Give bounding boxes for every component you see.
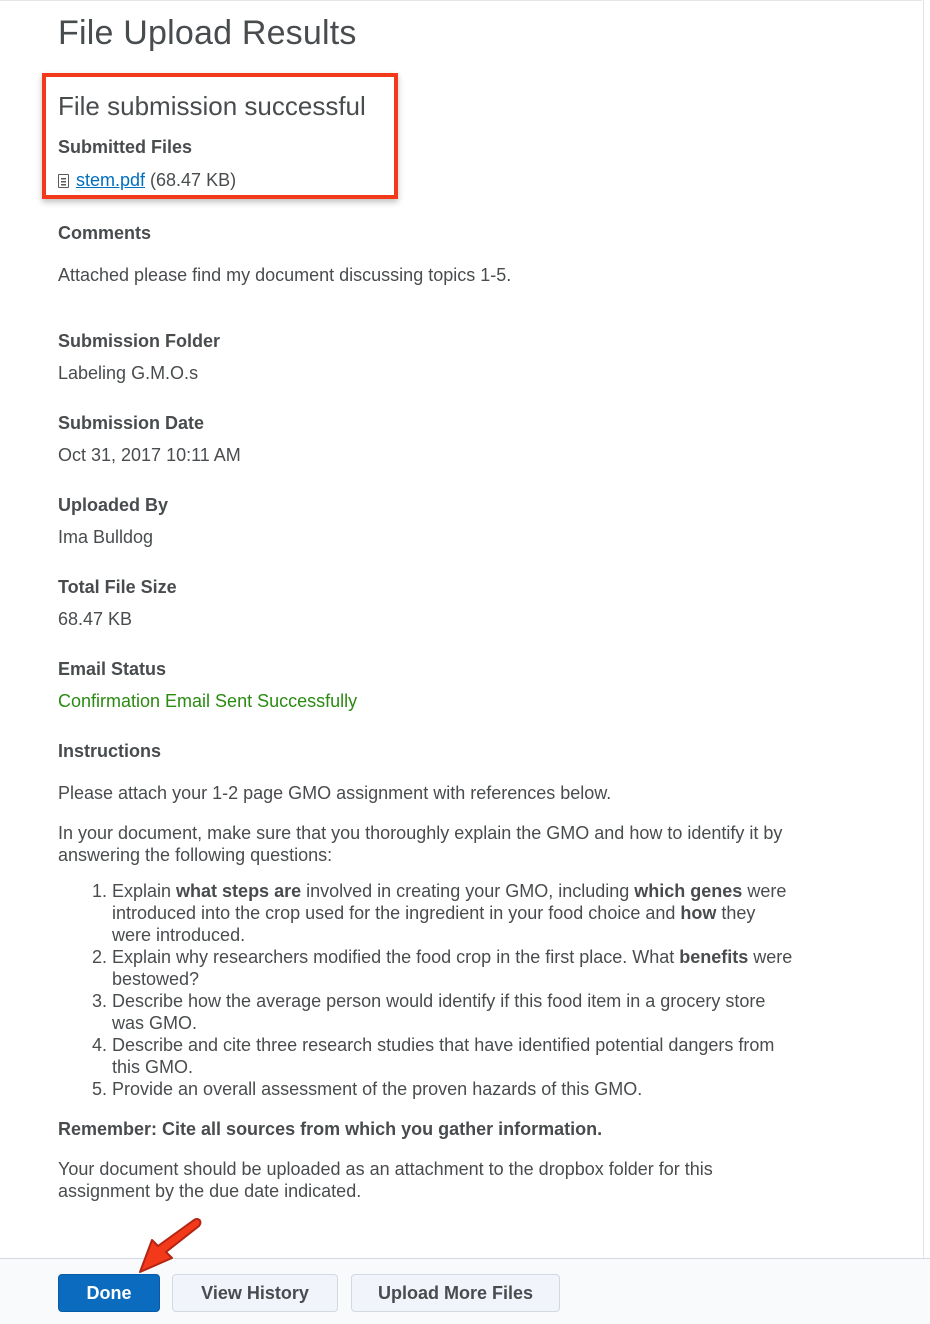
instructions-closing: Your document should be uploaded as an attachment to the dropbox folder for this assignment by the due date indicated.: [58, 1159, 713, 1201]
submitted-file-size: (68.47 KB): [150, 170, 237, 190]
red-arrow-icon: [132, 1212, 208, 1282]
view-history-button[interactable]: View History: [172, 1274, 338, 1312]
document-icon: [58, 174, 69, 188]
instructions-label: Instructions: [58, 741, 162, 761]
total-file-size-label: Total File Size: [58, 577, 177, 597]
list-item: 3. Describe how the average person would identify if this food item in a grocery store was GMO.: [112, 990, 793, 1034]
list-item: 1. Explain what steps are involved in creating your GMO, including which genes were introduced into the crop used for the ingredient in your food choice and how they were introduced.: [112, 880, 793, 946]
list-item: 4. Describe and cite three research studies that have identified potential dangers from this GMO.: [112, 1034, 793, 1078]
comments-label: Comments: [58, 223, 152, 243]
submission-date-value: Oct 31, 2017 10:11 AM: [58, 445, 241, 465]
list-item: 5. Provide an overall assessment of the proven hazards of this GMO.: [112, 1078, 793, 1100]
email-status-value: Confirmation Email Sent Successfully: [58, 691, 358, 711]
right-divider: [923, 0, 924, 1262]
instructions-remember: Remember: Cite all sources from which you gather information.: [58, 1119, 603, 1139]
email-status-label: Email Status: [58, 659, 167, 679]
instructions-body: [58, 782, 793, 1220]
submitted-file-link[interactable]: stem.pdf: [76, 170, 146, 190]
submission-date-label: Submission Date: [58, 413, 205, 433]
submitted-file-item: [58, 170, 236, 191]
submission-success-heading: File submission successful: [58, 91, 366, 121]
submission-folder-value: Labeling G.M.O.s: [58, 363, 199, 383]
instructions-paragraph: In your document, make sure that you thoroughly explain the GMO and how to identify it by answering the following questions:: [58, 823, 783, 865]
comments-value: Attached please find my document discussing topics 1-5.: [58, 265, 512, 285]
done-button[interactable]: Done: [58, 1274, 160, 1312]
uploaded-by-label: Uploaded By: [58, 495, 169, 515]
list-item: 2. Explain why researchers modified the food crop in the first place. What benefits were bestowed?: [112, 946, 793, 990]
instructions-question-list: [58, 880, 793, 1100]
total-file-size-value: 68.47 KB: [58, 609, 133, 629]
submission-folder-label: Submission Folder: [58, 331, 221, 351]
page-title: File Upload Results: [58, 14, 357, 52]
top-divider: [0, 0, 922, 5]
instructions-intro: Please attach your 1-2 page GMO assignment with references below.: [58, 783, 612, 803]
upload-more-files-button[interactable]: Upload More Files: [351, 1274, 560, 1312]
submitted-files-label: Submitted Files: [58, 137, 193, 157]
uploaded-by-value: Ima Bulldog: [58, 527, 154, 547]
